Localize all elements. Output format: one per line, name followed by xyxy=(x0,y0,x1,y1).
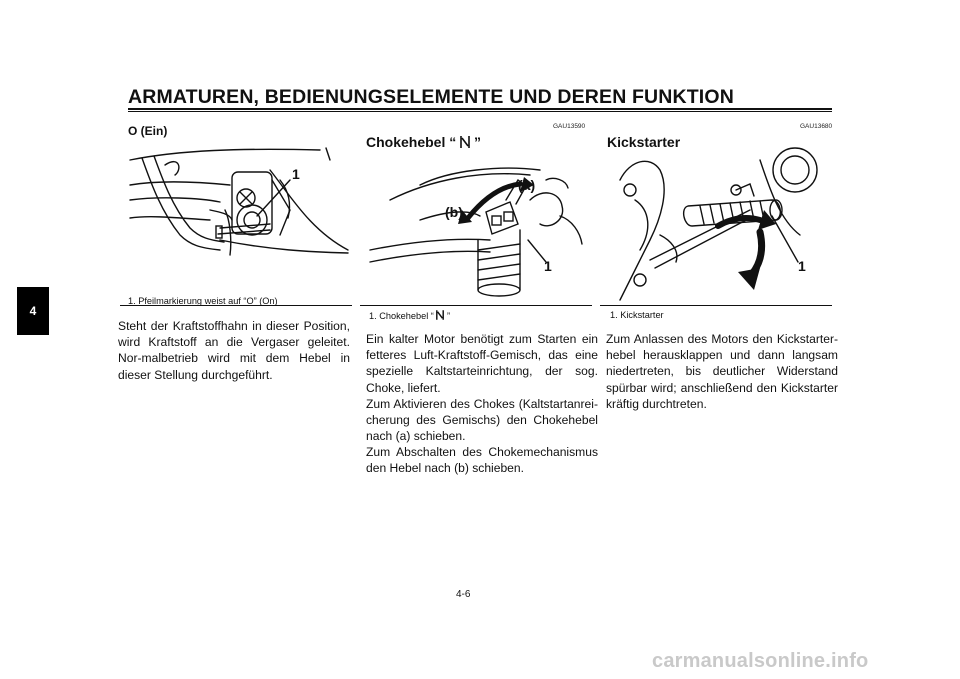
body-paragraph: Ein kalter Motor benötigt zum Starten ein fetteres Luft-Kraftstoff-Gemisch, das eine spezielle Kaltstarteinrichtung, der sog. Choke, liefert. xyxy=(366,332,598,395)
body-paragraph: Zum Aktivieren des Chokes (Kaltstartanrei-cherung des Gemischs) den Chokehebel nach (a) schieben. xyxy=(366,397,598,444)
body-paragraph: Steht der Kraftstoffhahn in dieser Position, wird Kraftstoff an die Vergaser geleitet. Nor-malbetrieb wird mit dem Hebel in dieser Stellung durchgeführt. xyxy=(118,319,350,382)
page-number: 4-6 xyxy=(456,589,471,600)
section-title-kickstarter: Kickstarter xyxy=(607,134,681,150)
figure-caption xyxy=(369,310,450,321)
choke-lever-figure xyxy=(360,140,592,306)
fuel-cock-figure xyxy=(120,140,352,306)
figure-caption-text: 1. Chokehebel “ xyxy=(369,311,437,321)
kickstarter-figure xyxy=(600,140,832,306)
figure-caption-text-end: ” xyxy=(444,311,451,321)
section-code: GAU13680 xyxy=(800,123,833,130)
fuel-cock-illustration xyxy=(120,140,352,305)
figure-caption: 1. Kickstarter xyxy=(610,310,664,320)
figure-callout-1: 1 xyxy=(544,258,552,274)
section-title-text-end: ” xyxy=(470,134,482,150)
figure-callout-1: 1 xyxy=(292,166,300,182)
header-rule xyxy=(128,108,832,110)
kickstarter-illustration xyxy=(600,140,832,305)
figure-callout-b: (b) xyxy=(445,204,463,220)
body-paragraph: Zum Anlassen des Motors den Kickstarter-hebel herausklappen und dann langsam niedertreten, bis deutlicher Widerstand spürbar wird; anschließend den Kickstarter kräftig durchtreten. xyxy=(606,332,838,411)
header-rule-thin xyxy=(128,111,832,112)
body-paragraph: Zum Abschalten des Chokemechanismus den Hebel nach (b) schieben. xyxy=(366,445,598,476)
figure-caption: 1. Pfeilmarkierung weist auf “O” (On) xyxy=(128,296,278,306)
figure-callout-1: 1 xyxy=(798,258,806,274)
watermark-text: carmanualsonline.info xyxy=(652,650,869,672)
chapter-number: 4 xyxy=(29,304,37,318)
section-title-text: Chokehebel “ xyxy=(366,134,461,150)
section-code: GAU13590 xyxy=(553,123,586,130)
figure-callout-a: (a) xyxy=(518,177,536,193)
section-subtitle-on: O (Ein) xyxy=(128,124,168,138)
choke-lever-illustration xyxy=(360,140,592,305)
chapter-tab xyxy=(17,287,49,335)
page-header-title: ARMATUREN, BEDIENUNGSELEMENTE UND DEREN FUNKTION xyxy=(128,86,734,108)
